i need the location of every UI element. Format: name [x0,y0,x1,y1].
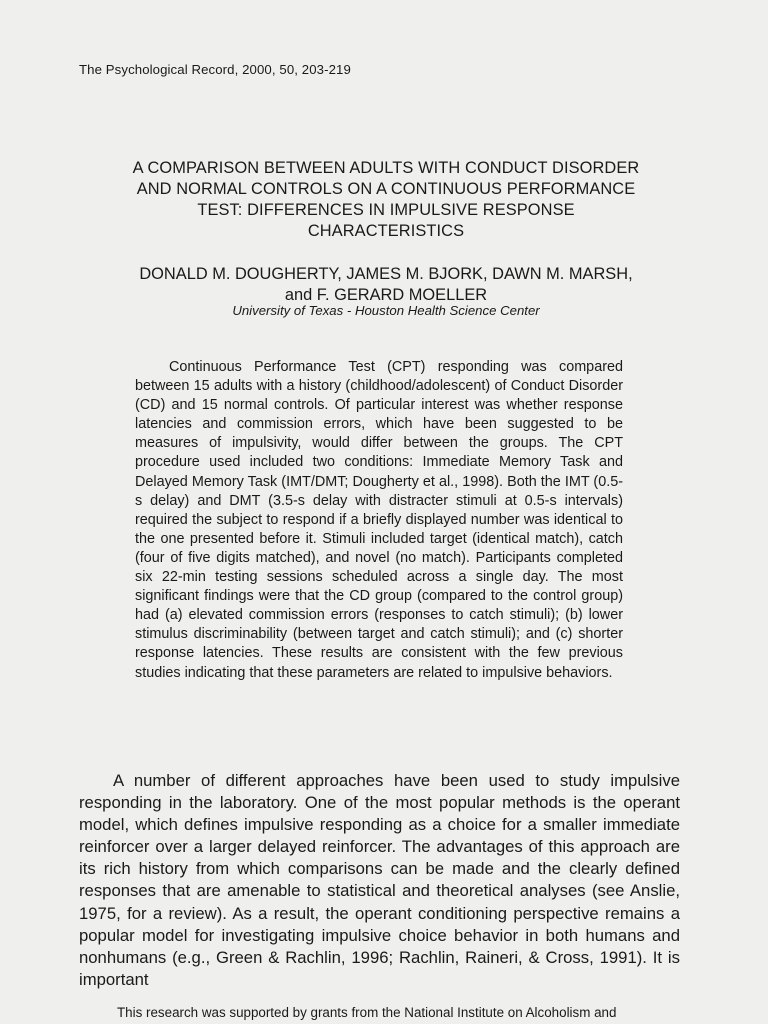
funding-footnote: This research was supported by grants from the National Institute on Alcoholism and [117,1005,617,1020]
abstract [135,358,623,683]
journal-citation: The Psychological Record, 2000, 50, 203-219 [79,62,351,77]
body-paragraph: A number of different approaches have been used to study impulsive responding in the laboratory. One of the most popular methods is the operant model, which defines impulsive responding as a choice for a smaller immediate reinforcer over a larger delayed reinforcer. The advantages of this approach are its rich history from which comparisons can be made and the clearly defined responses that are amenable to statistical and theoretical analyses (see Anslie, 1975, for a review). As a result, the operant conditioning perspective remains a popular model for investigating impulsive choice behavior in both humans and nonhumans (e.g., Green & Rachlin, 1996; Rachlin, Raineri, & Cross, 1991). It is important [79,771,680,989]
abstract-text: Continuous Performance Test (CPT) responding was compared between 15 adults with a history (childhood/adolescent) of Conduct Disorder (CD) and 15 normal controls. Of particular interest was whether response latencies and commission errors, which have been suggested to be measures of impulsivity, would differ between the groups. The CPT procedure used included two conditions: Immediate Memory Task and Delayed Memory Task (IMT/DMT; Dougherty et al., 1998). Both the IMT (0.5-s delay) and DMT (3.5-s delay with distracter stimuli at 0.5-s intervals) required the subject to respond if a briefly displayed number was identical to the one presented before it. Stimuli included target (identical match), catch (four of five digits matched), and novel (no match). Participants completed six 22-min testing sessions scheduled across a single day. The most significant findings were that the CD group (compared to the control group) had (a) elevated commission errors (responses to catch stimuli); (b) lower stimulus discriminability (between target and catch stimuli); and (c) shorter response latencies. These results are consistent with the few previous studies indicating that these parameters are related to impulsive behaviors. [135,359,623,681]
author-line: DONALD M. DOUGHERTY, JAMES M. BJORK, DAWN M. MARSH, [139,265,633,283]
title-line: AND NORMAL CONTROLS ON A CONTINUOUS PERFORMANCE [136,180,636,198]
title-line: A COMPARISON BETWEEN ADULTS WITH CONDUCT DISORDER [132,159,640,177]
article-title [60,158,712,242]
title-line: CHARACTERISTICS [307,222,465,240]
author-list [60,264,712,306]
author-affiliation: University of Texas - Houston Health Science Center [232,303,540,318]
title-line: TEST: DIFFERENCES IN IMPULSIVE RESPONSE [197,201,575,219]
body-text [79,770,680,991]
author-line: and F. GERARD MOELLER [284,286,488,304]
